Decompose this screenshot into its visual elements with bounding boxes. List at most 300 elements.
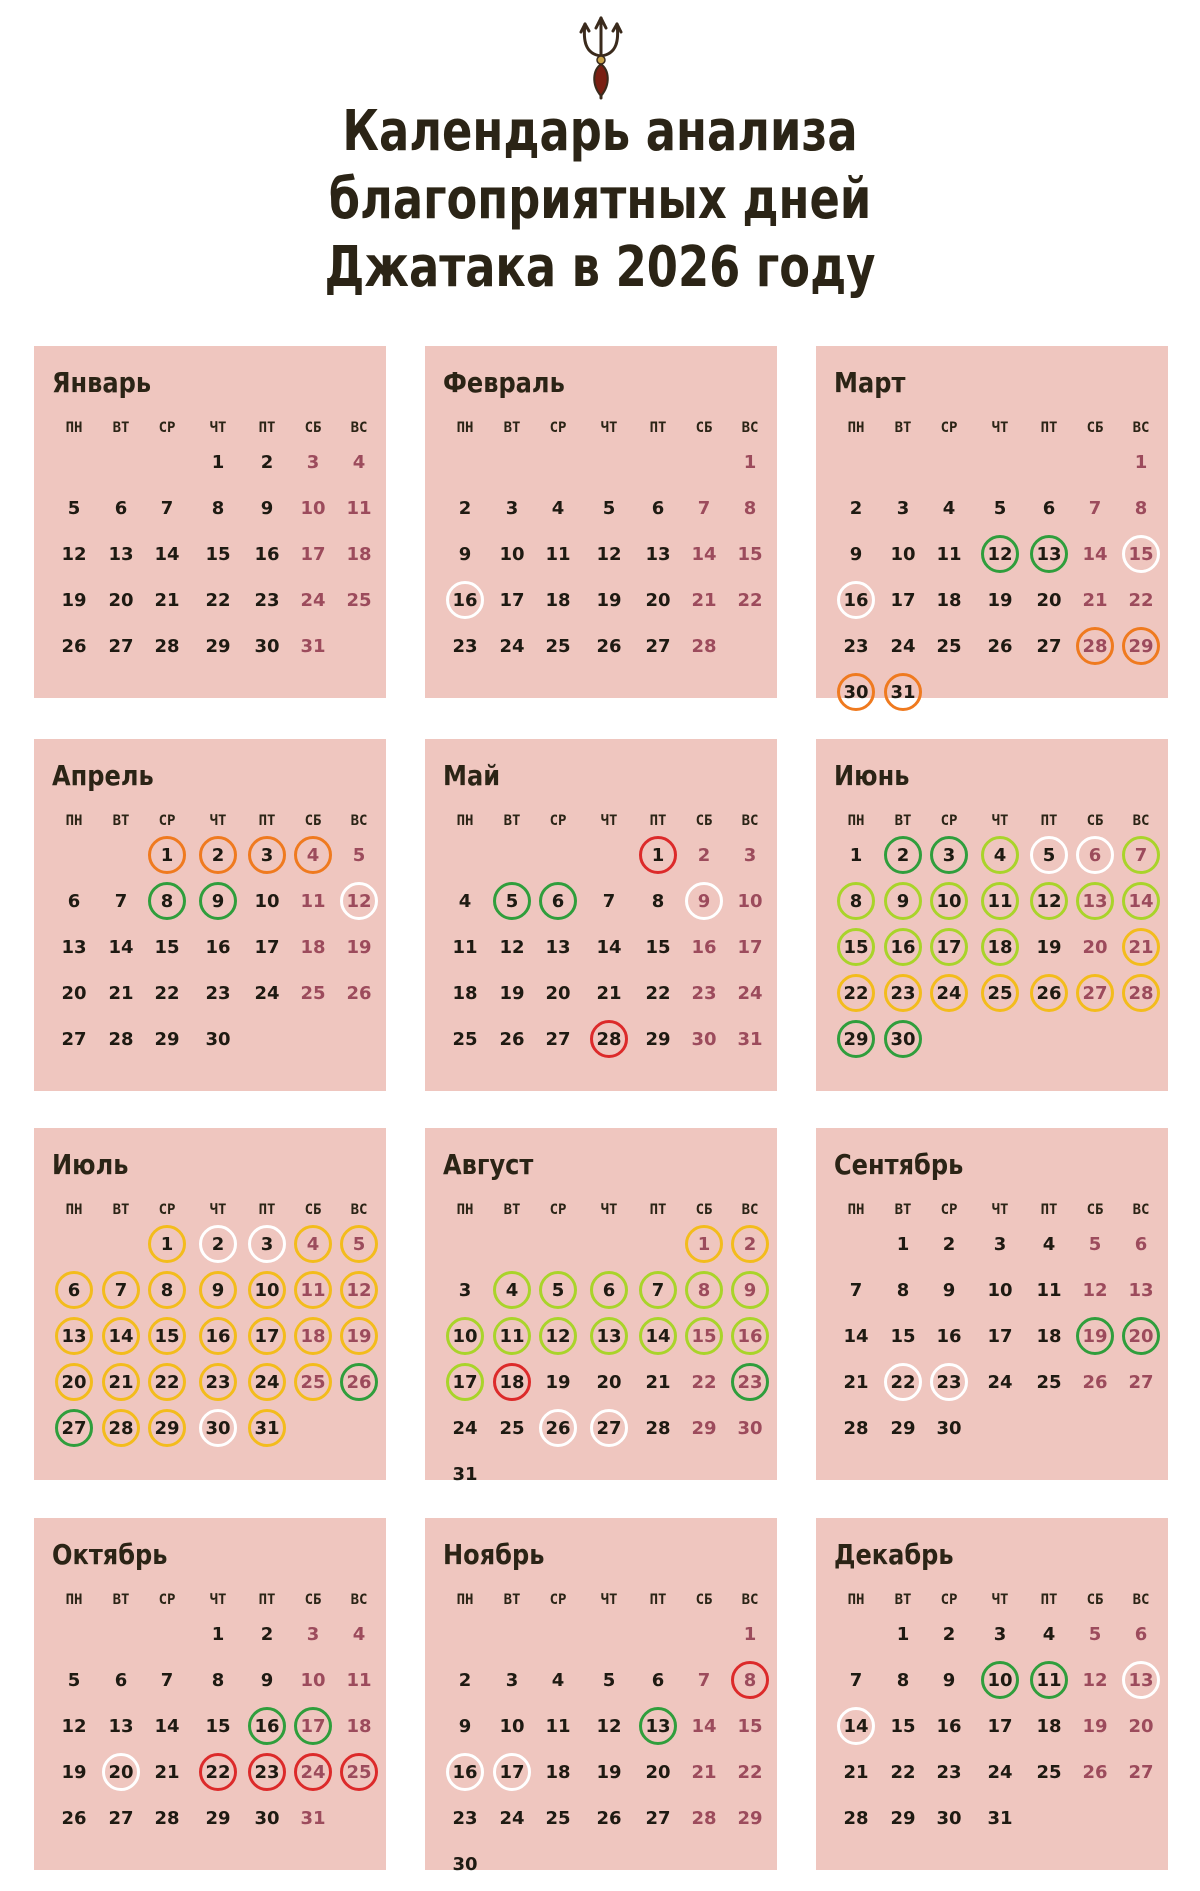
- day-cell-green-ring: 27: [55, 1409, 93, 1447]
- day-cell-yellow-ring: 31: [248, 1409, 286, 1447]
- day-cell: 25: [1036, 1761, 1062, 1783]
- day-cell: 9: [849, 543, 863, 565]
- day-cell-yellow-ring: 14: [102, 1317, 140, 1355]
- day-cell: 1: [1134, 451, 1148, 473]
- day-cell: 26: [1082, 1761, 1108, 1783]
- weekday-label: ВС: [1132, 1592, 1150, 1608]
- weekday-label: СР: [549, 1202, 567, 1218]
- day-cell-white-ring: 20: [102, 1753, 140, 1791]
- day-cell: 21: [596, 982, 622, 1004]
- day-cell: 12: [499, 936, 525, 958]
- day-cell-green-ring: 13: [1030, 535, 1068, 573]
- weekday-label: ПТ: [649, 420, 667, 436]
- day-cell-white-ring: 22: [884, 1363, 922, 1401]
- day-cell-white-ring: 9: [685, 882, 723, 920]
- day-cell: 30: [254, 1807, 280, 1829]
- day-cell: 26: [61, 1807, 87, 1829]
- day-cell: 24: [300, 589, 326, 611]
- day-cell: 20: [645, 589, 671, 611]
- weekday-label: ЧТ: [991, 420, 1009, 436]
- day-cell: 9: [942, 1279, 956, 1301]
- day-cell: 2: [942, 1233, 956, 1255]
- day-cell: 17: [737, 936, 763, 958]
- day-cell-red-ring: 8: [731, 1661, 769, 1699]
- day-cell: 31: [300, 1807, 326, 1829]
- day-cell-green-ring: 17: [294, 1707, 332, 1745]
- day-cell: 4: [551, 497, 565, 519]
- day-cell: 27: [108, 635, 134, 657]
- day-cell: 22: [154, 982, 180, 1004]
- day-cell: 18: [346, 1715, 372, 1737]
- day-cell-white-ring: 17: [493, 1753, 531, 1791]
- day-cell-lightgreen-ring: 16: [884, 928, 922, 966]
- title-line-2: благоприятных дней: [328, 167, 872, 232]
- month-name: Январь: [52, 366, 152, 399]
- day-cell-green-ring: 10: [981, 1661, 1019, 1699]
- day-cell: 22: [737, 589, 763, 611]
- day-cell: 25: [300, 982, 326, 1004]
- weekday-label: СР: [940, 1592, 958, 1608]
- day-cell: 21: [154, 589, 180, 611]
- day-cell-orange-ring: 1: [148, 836, 186, 874]
- day-cell: 12: [61, 1715, 87, 1737]
- day-cell: 26: [499, 1028, 525, 1050]
- day-cell: 17: [890, 589, 916, 611]
- weekday-label: ЧТ: [209, 1202, 227, 1218]
- day-cell: 27: [1036, 635, 1062, 657]
- day-cell-lightgreen-ring: 15: [685, 1317, 723, 1355]
- day-cell-yellow-ring: 25: [294, 1363, 332, 1401]
- weekday-label: ЧТ: [600, 1592, 618, 1608]
- weekday-label: ВТ: [503, 1592, 521, 1608]
- day-cell-white-ring: 6: [1076, 836, 1114, 874]
- day-cell: 23: [691, 982, 717, 1004]
- day-cell: 29: [691, 1417, 717, 1439]
- day-cell: 14: [843, 1325, 869, 1347]
- day-cell: 15: [205, 1715, 231, 1737]
- day-cell: 24: [254, 982, 280, 1004]
- day-cell: 16: [205, 936, 231, 958]
- weekday-label: ВС: [1132, 813, 1150, 829]
- day-cell-yellow-ring: 21: [102, 1363, 140, 1401]
- day-cell: 14: [691, 1715, 717, 1737]
- day-cell: 22: [890, 1761, 916, 1783]
- weekday-label: ПТ: [1040, 420, 1058, 436]
- day-cell: 4: [352, 451, 366, 473]
- weekday-label: ПН: [456, 813, 474, 829]
- day-cell: 19: [596, 1761, 622, 1783]
- day-cell: 5: [1088, 1233, 1102, 1255]
- day-cell-yellow-ring: 2: [731, 1225, 769, 1263]
- day-cell: 18: [452, 982, 478, 1004]
- day-cell: 10: [300, 497, 326, 519]
- day-cell: 7: [160, 1669, 174, 1691]
- weekday-label: СБ: [1086, 813, 1104, 829]
- weekday-label: ПТ: [258, 1592, 276, 1608]
- day-cell: 12: [596, 1715, 622, 1737]
- day-cell: 13: [108, 543, 134, 565]
- day-cell-red-ring: 24: [294, 1753, 332, 1791]
- day-cell: 9: [942, 1669, 956, 1691]
- day-cell: 18: [1036, 1715, 1062, 1737]
- day-cell-lightgreen-ring: 12: [539, 1317, 577, 1355]
- day-cell: 5: [602, 1669, 616, 1691]
- day-cell: 26: [346, 982, 372, 1004]
- day-cell: 15: [737, 543, 763, 565]
- day-cell-yellow-ring: 23: [884, 974, 922, 1012]
- day-cell: 23: [936, 1761, 962, 1783]
- day-cell: 4: [1042, 1233, 1056, 1255]
- weekday-label: ЧТ: [991, 1202, 1009, 1218]
- day-cell: 21: [691, 1761, 717, 1783]
- weekday-label: СР: [158, 1202, 176, 1218]
- day-cell-lightgreen-ring: 10: [930, 882, 968, 920]
- weekday-label: ВС: [741, 1592, 759, 1608]
- weekday-label: СР: [549, 1592, 567, 1608]
- day-cell: 27: [1128, 1371, 1154, 1393]
- day-cell: 17: [987, 1715, 1013, 1737]
- day-cell-yellow-ring: 24: [248, 1363, 286, 1401]
- day-cell-yellow-ring: 11: [294, 1271, 332, 1309]
- day-cell: 25: [545, 1807, 571, 1829]
- day-cell: 28: [108, 1028, 134, 1050]
- day-cell-lightgreen-ring: 14: [639, 1317, 677, 1355]
- weekday-label: СБ: [695, 1592, 713, 1608]
- day-cell: 2: [458, 497, 472, 519]
- day-cell: 30: [205, 1028, 231, 1050]
- day-cell: 28: [843, 1417, 869, 1439]
- weekday-label: ПН: [847, 813, 865, 829]
- day-cell-white-ring: 23: [930, 1363, 968, 1401]
- day-cell: 6: [67, 890, 81, 912]
- weekday-label: ВС: [350, 1202, 368, 1218]
- day-cell: 17: [499, 589, 525, 611]
- day-cell: 24: [890, 635, 916, 657]
- day-cell: 31: [452, 1463, 478, 1485]
- day-cell: 19: [61, 589, 87, 611]
- day-cell: 16: [254, 543, 280, 565]
- weekday-label: ПН: [65, 1202, 83, 1218]
- day-cell: 8: [211, 497, 225, 519]
- day-cell-yellow-ring: 1: [685, 1225, 723, 1263]
- day-cell: 26: [61, 635, 87, 657]
- day-cell-orange-ring: 4: [294, 836, 332, 874]
- day-cell-red-ring: 25: [340, 1753, 378, 1791]
- day-cell-yellow-ring: 12: [340, 1271, 378, 1309]
- day-cell: 24: [452, 1417, 478, 1439]
- day-cell: 10: [890, 543, 916, 565]
- day-cell: 20: [596, 1371, 622, 1393]
- day-cell: 10: [254, 890, 280, 912]
- weekday-label: ПН: [456, 420, 474, 436]
- title-line-1: Календарь анализа: [342, 99, 858, 164]
- day-cell-yellow-ring: 18: [294, 1317, 332, 1355]
- day-cell-green-ring: 20: [1122, 1317, 1160, 1355]
- day-cell-lightgreen-ring: 6: [590, 1271, 628, 1309]
- day-cell: 16: [936, 1715, 962, 1737]
- day-cell: 30: [936, 1417, 962, 1439]
- day-cell: 3: [306, 1623, 320, 1645]
- day-cell: 14: [154, 543, 180, 565]
- day-cell-yellow-ring: 24: [930, 974, 968, 1012]
- day-cell: 21: [843, 1761, 869, 1783]
- day-cell: 10: [737, 890, 763, 912]
- day-cell-yellow-ring: 22: [148, 1363, 186, 1401]
- weekday-label: ПТ: [649, 813, 667, 829]
- day-cell: 4: [551, 1669, 565, 1691]
- day-cell: 6: [651, 497, 665, 519]
- weekday-label: ВТ: [112, 1202, 130, 1218]
- day-cell: 19: [1082, 1715, 1108, 1737]
- day-cell: 9: [260, 497, 274, 519]
- weekday-label: СБ: [1086, 1202, 1104, 1218]
- day-cell: 29: [737, 1807, 763, 1829]
- month-panel: [425, 1518, 777, 1875]
- day-cell-green-ring: 16: [248, 1707, 286, 1745]
- day-cell: 1: [211, 1623, 225, 1645]
- weekday-label: СБ: [304, 1592, 322, 1608]
- weekday-label: ВТ: [112, 813, 130, 829]
- day-cell-yellow-ring: 20: [55, 1363, 93, 1401]
- day-cell: 22: [691, 1371, 717, 1393]
- weekday-label: СБ: [695, 420, 713, 436]
- day-cell: 7: [160, 497, 174, 519]
- day-cell-yellow-ring: 27: [1076, 974, 1114, 1012]
- day-cell: 4: [942, 497, 956, 519]
- weekday-label: ВС: [741, 813, 759, 829]
- day-cell-red-ring: 22: [199, 1753, 237, 1791]
- day-cell: 20: [645, 1761, 671, 1783]
- day-cell: 7: [849, 1669, 863, 1691]
- day-cell: 4: [352, 1623, 366, 1645]
- day-cell-yellow-ring: 15: [148, 1317, 186, 1355]
- day-cell: 28: [154, 635, 180, 657]
- day-cell: 21: [843, 1371, 869, 1393]
- day-cell-lightgreen-ring: 16: [731, 1317, 769, 1355]
- day-cell-lightgreen-ring: 18: [981, 928, 1019, 966]
- day-cell: 24: [499, 635, 525, 657]
- day-cell: 2: [849, 497, 863, 519]
- day-cell: 27: [108, 1807, 134, 1829]
- day-cell-green-ring: 12: [981, 535, 1019, 573]
- day-cell-white-ring: 15: [1122, 535, 1160, 573]
- day-cell: 5: [993, 497, 1007, 519]
- day-cell: 25: [545, 635, 571, 657]
- day-cell: 27: [645, 635, 671, 657]
- day-cell: 14: [691, 543, 717, 565]
- weekday-label: СБ: [1086, 1592, 1104, 1608]
- month-name: Ноябрь: [443, 1538, 545, 1571]
- day-cell: 3: [993, 1623, 1007, 1645]
- month-panel: [34, 1128, 386, 1480]
- day-cell-white-ring: 12: [340, 882, 378, 920]
- weekday-label: ПН: [847, 1202, 865, 1218]
- day-cell: 11: [1036, 1279, 1062, 1301]
- day-cell-yellow-ring: 23: [199, 1363, 237, 1401]
- day-cell-yellow-ring: 13: [55, 1317, 93, 1355]
- day-cell: 3: [458, 1279, 472, 1301]
- day-cell: 6: [1042, 497, 1056, 519]
- day-cell-yellow-ring: 6: [55, 1271, 93, 1309]
- day-cell: 22: [205, 589, 231, 611]
- weekday-label: ВТ: [894, 813, 912, 829]
- day-cell: 3: [743, 844, 757, 866]
- day-cell: 14: [596, 936, 622, 958]
- day-cell: 15: [645, 936, 671, 958]
- weekday-label: ЧТ: [600, 420, 618, 436]
- weekday-label: ПТ: [258, 1202, 276, 1218]
- day-cell: 31: [987, 1807, 1013, 1829]
- day-cell: 29: [205, 635, 231, 657]
- day-cell-yellow-ring: 17: [248, 1317, 286, 1355]
- day-cell-lightgreen-ring: 13: [1076, 882, 1114, 920]
- weekday-label: СБ: [695, 1202, 713, 1218]
- day-cell: 21: [1082, 589, 1108, 611]
- day-cell-lightgreen-ring: 7: [1122, 836, 1160, 874]
- weekday-label: ВТ: [112, 1592, 130, 1608]
- day-cell-green-ring: 29: [837, 1020, 875, 1058]
- day-cell: 13: [61, 936, 87, 958]
- day-cell: 29: [890, 1807, 916, 1829]
- weekday-label: СР: [549, 813, 567, 829]
- day-cell: 15: [890, 1715, 916, 1737]
- month-name: Декабрь: [834, 1538, 954, 1571]
- day-cell: 19: [1036, 936, 1062, 958]
- day-cell-white-ring: 16: [837, 581, 875, 619]
- day-cell: 21: [645, 1371, 671, 1393]
- day-cell: 14: [1082, 543, 1108, 565]
- weekday-label: ПН: [65, 420, 83, 436]
- day-cell: 19: [545, 1371, 571, 1393]
- day-cell: 15: [890, 1325, 916, 1347]
- day-cell: 25: [936, 635, 962, 657]
- day-cell: 12: [596, 543, 622, 565]
- day-cell: 8: [211, 1669, 225, 1691]
- weekday-label: ВС: [741, 420, 759, 436]
- day-cell: 25: [346, 589, 372, 611]
- day-cell-lightgreen-ring: 9: [731, 1271, 769, 1309]
- month-panel: [425, 1128, 777, 1485]
- day-cell: 18: [1036, 1325, 1062, 1347]
- weekday-label: СР: [158, 420, 176, 436]
- day-cell: 30: [691, 1028, 717, 1050]
- weekday-label: ПН: [847, 420, 865, 436]
- day-cell: 10: [300, 1669, 326, 1691]
- day-cell: 1: [211, 451, 225, 473]
- month-panel: [34, 1518, 386, 1870]
- day-cell-orange-ring: 3: [248, 836, 286, 874]
- day-cell-orange-ring: 30: [837, 673, 875, 711]
- weekday-label: СБ: [695, 813, 713, 829]
- day-cell: 29: [154, 1028, 180, 1050]
- title-line-3: Джатака в 2026 году: [324, 235, 876, 300]
- day-cell: 9: [458, 543, 472, 565]
- weekday-label: СБ: [1086, 420, 1104, 436]
- weekday-label: ВТ: [503, 1202, 521, 1218]
- weekday-label: СБ: [304, 420, 322, 436]
- weekday-label: СБ: [304, 1202, 322, 1218]
- day-cell: 16: [936, 1325, 962, 1347]
- day-cell: 23: [205, 982, 231, 1004]
- day-cell-yellow-ring: 5: [340, 1225, 378, 1263]
- day-cell: 23: [452, 1807, 478, 1829]
- day-cell: 12: [1082, 1669, 1108, 1691]
- day-cell-orange-ring: 2: [199, 836, 237, 874]
- day-cell: 26: [987, 635, 1013, 657]
- weekday-label: СР: [158, 813, 176, 829]
- day-cell-green-ring: 11: [1030, 1661, 1068, 1699]
- day-cell: 15: [154, 936, 180, 958]
- weekday-label: ВТ: [894, 1592, 912, 1608]
- day-cell: 19: [346, 936, 372, 958]
- day-cell-yellow-ring: 26: [1030, 974, 1068, 1012]
- day-cell: 19: [987, 589, 1013, 611]
- day-cell: 26: [596, 1807, 622, 1829]
- day-cell: 31: [300, 635, 326, 657]
- day-cell-lightgreen-ring: 11: [981, 882, 1019, 920]
- day-cell: 28: [154, 1807, 180, 1829]
- day-cell: 13: [1128, 1279, 1154, 1301]
- month-name: Июль: [52, 1148, 129, 1181]
- day-cell-lightgreen-ring: 13: [590, 1317, 628, 1355]
- day-cell: 9: [458, 1715, 472, 1737]
- day-cell: 5: [352, 844, 366, 866]
- day-cell: 12: [1082, 1279, 1108, 1301]
- day-cell: 6: [1134, 1233, 1148, 1255]
- day-cell: 20: [1128, 1715, 1154, 1737]
- day-cell: 18: [936, 589, 962, 611]
- weekday-label: ЧТ: [991, 1592, 1009, 1608]
- day-cell: 11: [300, 890, 326, 912]
- day-cell: 8: [896, 1279, 910, 1301]
- day-cell: 5: [602, 497, 616, 519]
- day-cell-yellow-ring: 7: [102, 1271, 140, 1309]
- day-cell-green-ring: 23: [731, 1363, 769, 1401]
- day-cell-yellow-ring: 8: [148, 1271, 186, 1309]
- day-cell: 26: [596, 635, 622, 657]
- day-cell-yellow-ring: 9: [199, 1271, 237, 1309]
- day-cell: 22: [645, 982, 671, 1004]
- day-cell-lightgreen-ring: 15: [837, 928, 875, 966]
- month-panel: [816, 1128, 1168, 1480]
- month-panel: [34, 739, 386, 1091]
- day-cell: 4: [458, 890, 472, 912]
- day-cell-green-ring: 5: [493, 882, 531, 920]
- day-cell-yellow-ring: 19: [340, 1317, 378, 1355]
- day-cell: 28: [843, 1807, 869, 1829]
- month-panel: [425, 346, 777, 698]
- day-cell: 24: [737, 982, 763, 1004]
- day-cell: 29: [890, 1417, 916, 1439]
- day-cell-green-ring: 2: [884, 836, 922, 874]
- day-cell: 28: [691, 635, 717, 657]
- day-cell: 8: [743, 497, 757, 519]
- weekday-label: СР: [549, 420, 567, 436]
- weekday-label: СР: [940, 420, 958, 436]
- day-cell: 11: [545, 543, 571, 565]
- day-cell-green-ring: 8: [148, 882, 186, 920]
- day-cell: 22: [1128, 589, 1154, 611]
- day-cell: 25: [452, 1028, 478, 1050]
- weekday-label: ВТ: [894, 1202, 912, 1218]
- day-cell-red-ring: 18: [493, 1363, 531, 1401]
- day-cell-green-ring: 6: [539, 882, 577, 920]
- day-cell-yellow-ring: 28: [1122, 974, 1160, 1012]
- weekday-label: ВТ: [503, 813, 521, 829]
- day-cell-green-ring: 9: [199, 882, 237, 920]
- day-cell: 14: [154, 1715, 180, 1737]
- day-cell: 2: [697, 844, 711, 866]
